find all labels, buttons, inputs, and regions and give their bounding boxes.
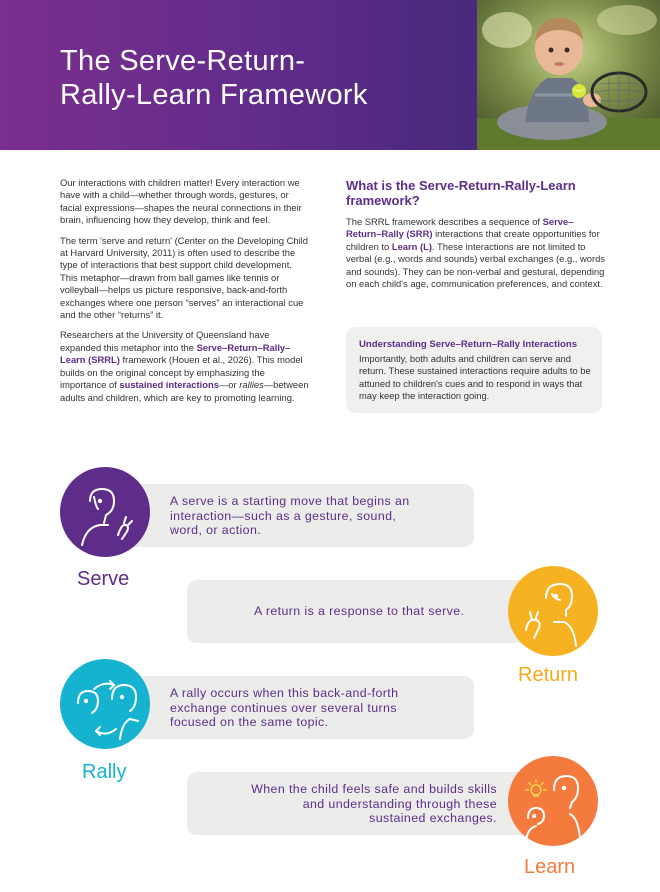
rallies-emphasis: rallies bbox=[239, 379, 264, 391]
understanding-title: Understanding Serve–Return–Rally Interactions bbox=[359, 339, 578, 350]
return-description: A return is a response to that serve. bbox=[254, 604, 465, 618]
serve-person-icon bbox=[60, 467, 150, 557]
rally-description: A rally occurs when this back-and-forth exchange continues over several turns focused on the same topic. bbox=[170, 686, 399, 729]
rally-pill bbox=[120, 676, 474, 739]
serve-description: A serve is a starting move that begins an interaction—such as a gesture, sound, word, or action. bbox=[170, 494, 410, 537]
title-line-2: Rally-Learn Framework bbox=[60, 79, 368, 111]
understanding-card bbox=[346, 327, 602, 413]
text-span: —between adults and children, which are key to promoting learning. bbox=[60, 379, 309, 403]
learn-people-icon bbox=[508, 756, 598, 846]
return-person-icon bbox=[508, 566, 598, 656]
header-banner bbox=[0, 0, 660, 150]
intro-paragraph-2: The term 'serve and return' (Center on the Developing Child at Harvard University, 2011) is often used to describe the type of interactions that best support child development. This metaphor—drawn from ball games like tennis or volleyball—helps us picture responsive, back-and-forth exchanges where one person “serves” an interactional cue and the other “returns” it. bbox=[60, 234, 308, 321]
text-span: . These interactions are not limited to verbal (e.g., words and sounds) verbal exchanges (e.g., words and sounds). They can be non-verbal and gestural, depending on each child's age, communication preferences, and context. bbox=[346, 240, 605, 290]
rally-icon-circle bbox=[60, 659, 150, 749]
understanding-body: Importantly, both adults and children can serve and return. These sustained interactions require adults to be attuned to children's cues and to respond in ways that may keep the interaction going. bbox=[359, 353, 591, 402]
learn-description: When the child feels safe and builds skills and understanding through these sustained exchanges. bbox=[251, 782, 497, 825]
learn-pill bbox=[187, 772, 533, 835]
intro-column bbox=[60, 177, 310, 412]
text-span: Researchers at the University of Queensland have expanded this metaphor into the bbox=[60, 329, 270, 353]
return-icon-circle bbox=[508, 566, 598, 656]
intro-paragraph-1: Our interactions with children matter! Every interaction we have with a child—whether through words, gestures, or facial expressions—shapes the neural connections in their brain, influencing how they develop, think and feel. bbox=[60, 177, 302, 226]
rally-people-icon bbox=[60, 659, 150, 749]
srr-highlight: Serve–Return–Rally (SRR) bbox=[346, 216, 574, 240]
what-is-heading: What is the Serve-Return-Rally-Learn framework? bbox=[346, 178, 576, 208]
child-tennis-photo bbox=[477, 0, 660, 150]
text-span: The SRRL framework describes a sequence of bbox=[346, 216, 543, 227]
sustained-highlight: sustained interactions bbox=[119, 379, 219, 391]
photo-illustration bbox=[477, 0, 660, 150]
text-span: framework (Houen et al., 2026). This model builds on the original concept by emphasizing the importance of bbox=[60, 354, 303, 391]
learn-icon-circle bbox=[508, 756, 598, 846]
page-title bbox=[60, 44, 460, 112]
intro-paragraph-3 bbox=[60, 329, 310, 403]
title-line-1: The Serve-Return- bbox=[60, 45, 306, 77]
return-label: Return bbox=[518, 664, 579, 686]
text-span: interactions that create opportunities for children to bbox=[346, 228, 600, 252]
what-is-section bbox=[346, 178, 606, 290]
serve-label: Serve bbox=[77, 568, 130, 590]
serve-pill bbox=[120, 484, 474, 547]
rally-label: Rally bbox=[82, 761, 127, 783]
what-is-paragraph bbox=[346, 216, 606, 290]
serve-icon-circle bbox=[60, 467, 150, 557]
return-pill bbox=[187, 580, 533, 643]
learn-highlight: Learn (L) bbox=[391, 240, 432, 252]
srrl-highlight: Serve–Return–Rally–Learn (SRRL) bbox=[60, 341, 291, 366]
text-span: —or bbox=[218, 379, 240, 391]
learn-label: Learn bbox=[524, 856, 576, 878]
